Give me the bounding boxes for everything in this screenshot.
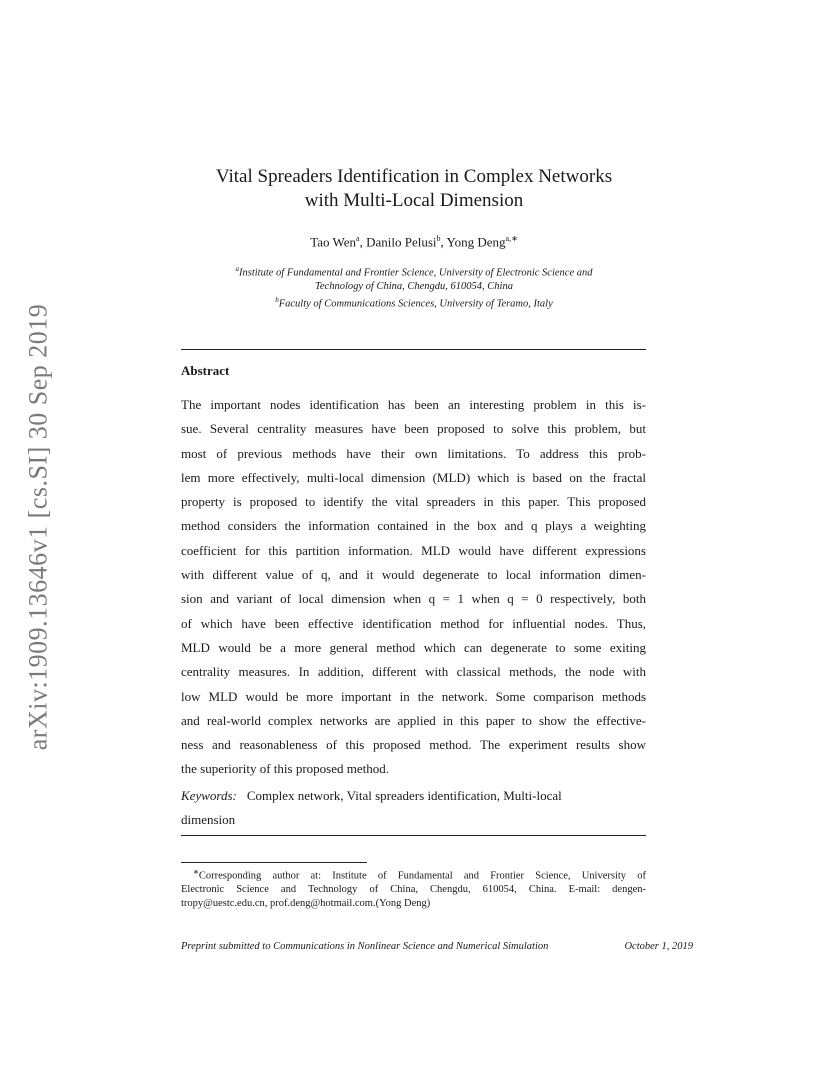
abstract-line: ness and reasonableness of this proposed method. The experiment results show [181, 737, 646, 753]
affiliation-b [150, 294, 678, 311]
author-name: Danilo Pelusi [366, 234, 437, 250]
footnote-email-line[interactable]: tropy@uestc.edu.cn, prof.deng@hotmail.com.(Yong Deng) [181, 898, 431, 910]
affiliation-mark: b [275, 295, 279, 304]
abstract-line: low MLD would be more important in the network. Some comparison methods [181, 688, 646, 704]
abstract-line: and real-world complex networks are applied in this paper to show the effective- [181, 712, 646, 728]
abstract-line: sue. Several centrality measures have been proposed to solve this problem, but [181, 421, 646, 437]
abstract-line: sion and variant of local dimension when q = 1 when q = 0 respectively, both [181, 591, 646, 607]
abstract-line: centrality measures. In addition, different with classical methods, the node with [181, 664, 646, 680]
keywords-label: Keywords: [181, 788, 237, 803]
affiliation-text: Institute of Fundamental and Frontier Science, University of Electronic Science and [238, 267, 593, 279]
title-line-1: Vital Spreaders Identification in Complex Networks [215, 166, 613, 187]
corresponding-author-footnote [181, 866, 646, 911]
affiliation-a-cont: Technology of China, Chengdu, 610054, China [315, 281, 513, 292]
abstract-line: of which have been effective identification method for influential nodes. Thus, [181, 615, 646, 631]
abstract-line: property is proposed to identify the vital spreaders in this paper. This proposed [181, 494, 646, 510]
keywords-line-cont: dimension [181, 812, 236, 828]
footnote-line: Electronic Science and Technology of China, Chengdu, 610054, China. E-mail: dengen- [181, 884, 646, 896]
abstract-line: lem more effectively, multi-local dimension (MLD) which is based on the fractal [181, 469, 646, 485]
arxiv-id-label[interactable]: arXiv:1909.13646v1 [cs.SI] 30 Sep 2019 [23, 303, 53, 751]
abstract-body [181, 393, 646, 782]
keywords [181, 784, 646, 833]
abstract-line: MLD would be a more general method which can degenerate to some exiting [181, 639, 646, 655]
author-name: Yong Deng [446, 234, 506, 250]
author-affil-mark: a,∗ [505, 234, 518, 243]
abstract-line: most of previous methods have their own limitations. To address this prob- [181, 445, 646, 461]
footnote-mark: ∗ [193, 868, 199, 876]
affiliation-mark: a [235, 265, 239, 273]
abstract-top-rule [181, 349, 646, 350]
affiliation-text: Faculty of Communications Sciences, University of Teramo, Italy [278, 298, 553, 309]
affiliation-a [150, 263, 678, 280]
affiliations [150, 263, 678, 311]
title-line-2: with Multi-Local Dimension [304, 190, 524, 211]
footnote-line [181, 866, 646, 883]
abstract-line: method considers the information contained in the box and q plays a weighting [181, 518, 646, 534]
abstract-line: The important nodes identification has been an interesting problem in this is- [181, 397, 646, 412]
author-list: Tao Wen$^a$, Danilo Pelusi$^b$, Yong Deng$^{a,∗}$ [310, 234, 518, 250]
author-affil-mark: b [436, 234, 441, 243]
author-affil-mark: a [356, 234, 360, 243]
paper-title [150, 165, 678, 213]
preprint-date: October 1, 2019 [624, 941, 693, 952]
arxiv-sidebar [16, 296, 60, 758]
abstract-line: with different value of q, and it would degenerate to local information dimen- [181, 567, 646, 583]
footnote-text: Corresponding author at: Institute of Fundamental and Frontier Science, University of [198, 870, 646, 882]
keywords-text: Complex network, Vital spreaders identification, Multi-local [246, 788, 562, 803]
keywords-line [181, 784, 646, 808]
abstract-heading: Abstract [181, 363, 230, 378]
preprint-journal: Preprint submitted to Communications in Nonlinear Science and Numerical Simulation [181, 941, 549, 952]
author-name: Tao Wen [310, 234, 357, 250]
footnote-rule [181, 862, 367, 863]
abstract-line: the superiority of this proposed method. [181, 761, 389, 777]
preprint-footer [181, 941, 693, 952]
abstract-bottom-rule [181, 835, 646, 836]
abstract-line: coefficient for this partition information. MLD would have different expressions [181, 542, 646, 558]
